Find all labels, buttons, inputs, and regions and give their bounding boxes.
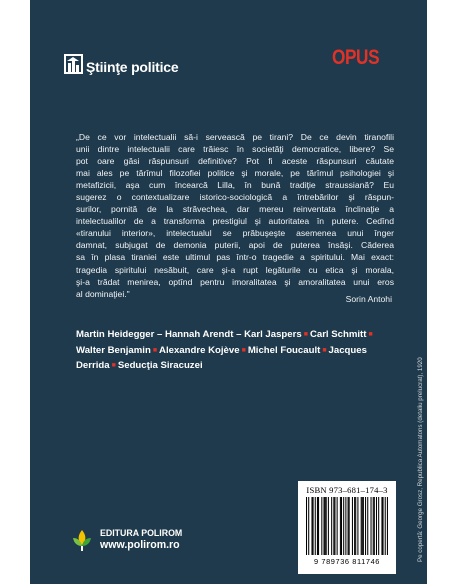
contents-item: Carl Schmitt — [309, 329, 367, 340]
barcode-bar — [348, 497, 349, 555]
barcode-bar — [367, 497, 368, 555]
series-emblem-icon — [64, 54, 83, 74]
blurb-line: damnat, subjugat de demonia puterii, apoi de puterea însăşi. Căderea — [76, 240, 394, 251]
barcode-bar — [387, 497, 388, 555]
barcode-bar — [328, 497, 329, 555]
contents-item: Seducţia Siracuzei — [117, 360, 203, 371]
barcode-bar — [313, 497, 314, 555]
barcode-bar — [308, 497, 309, 555]
barcode-bar — [325, 497, 326, 555]
blurb-line: metafizicii, aşa cum încearcă Lilla, în bună tradiţie straussiană? Eu — [76, 180, 394, 191]
contents-list — [76, 327, 398, 374]
imprint-label: OPUS — [332, 46, 380, 69]
barcode-bar — [378, 497, 379, 555]
blurb-line: unii dintre intelectualii care trăiesc în societăţi democratice, libere? Se — [76, 144, 394, 155]
separator-square-icon: ■ — [111, 362, 116, 369]
barcode-bar — [334, 497, 335, 555]
blurb-line: mai ales pe tărîmul filozofiei politice şi morale, pe tărîmul psihologiei şi — [76, 168, 394, 179]
separator-square-icon: ■ — [322, 346, 327, 354]
barcode-bar — [323, 497, 324, 555]
barcode-bar — [355, 497, 356, 555]
barcode-bar — [363, 497, 364, 555]
barcode-bar — [361, 497, 362, 555]
contents-item: Michel Foucault — [247, 344, 321, 356]
blurb-line: sa în plasa tiraniei este ultimul pas într-o tragedie a spiritului. Mai exact: — [76, 252, 394, 263]
blurb-line: şi-a trădat menirea, optînd pentru imoralitatea şi amoralitatea unui eros — [76, 276, 394, 287]
barcode-bar — [349, 497, 350, 555]
cover-credit: Pe copertă: George Grosz, Republica Automatons (detaliu prelucrat), 1920 — [417, 357, 424, 562]
barcode-bar — [340, 497, 341, 555]
isbn-label: ISBN 973–681–174–3 — [306, 485, 388, 495]
barcode-bar — [374, 497, 375, 555]
barcode-bar — [341, 497, 342, 555]
barcode-bar — [306, 497, 307, 555]
barcode-bar — [352, 497, 353, 555]
barcode-bar — [383, 497, 384, 555]
barcode-bar — [365, 497, 366, 555]
barcode-bar — [331, 497, 332, 555]
barcode-number: 9 789736 811746 — [314, 557, 380, 566]
barcode-bar — [354, 497, 355, 555]
blurb-line: «tiranului interior», intelectualul se prăbuşeşte asemenea unui înger — [76, 228, 394, 239]
barcode-bar — [376, 497, 377, 555]
contents-item: Alexandre Kojève — [159, 344, 240, 356]
publisher-name: EDITURA POLIROM — [100, 528, 183, 538]
barcode-bar — [357, 497, 358, 555]
barcode-bar — [326, 497, 327, 555]
barcode-bar — [362, 497, 363, 555]
barcode-bar — [317, 497, 318, 555]
barcode-bar — [318, 497, 319, 555]
barcode-bar — [371, 497, 372, 555]
contents-item: Jacques — [328, 344, 367, 356]
series-label: Ştiinţe politice — [86, 59, 179, 75]
publisher-website[interactable]: www.polirom.ro — [100, 539, 180, 551]
blurb-line: tragedia spiritului nesăbuit, care şi-a rupt legăturile cu etica şi morala, — [76, 264, 394, 275]
barcode-bar — [337, 497, 338, 555]
separator-square-icon: ■ — [152, 346, 158, 354]
contents-item: Martin Heidegger – Hannah Arendt – Karl Jaspers — [76, 329, 302, 340]
blurb-line: al dominaţiei." — [76, 288, 130, 299]
barcode-image — [306, 497, 388, 555]
blurb-line: intelectualilor de a transforma prestigiul şi autoritatea în putere. Cedînd — [76, 216, 394, 227]
barcode-bar — [373, 497, 374, 555]
barcode-bar — [385, 497, 386, 555]
contents-item: Derrida — [76, 360, 110, 371]
barcode-bar — [345, 497, 346, 555]
blurb-line: sugerez o contextualizare istorico-sociologică a întrebărilor şi răspun- — [76, 192, 394, 203]
separator-square-icon: ■ — [368, 331, 373, 338]
blurb-author: Sorin Antohi — [345, 294, 392, 304]
barcode-bar — [343, 497, 344, 555]
separator-square-icon: ■ — [241, 346, 246, 354]
back-cover — [30, 0, 427, 584]
publisher-block — [70, 528, 182, 552]
blurb-line: surilor, pornită de la străvechea, dar mereu reinventata înclinaţie a — [76, 204, 394, 215]
blurb-text — [76, 131, 394, 300]
series-header — [64, 54, 178, 74]
polirom-leaf-icon — [70, 528, 94, 552]
barcode-bar — [311, 497, 312, 555]
blurb-line: „De ce vor intelectualii să-i servească pe tirani? De ce devin tiranofili — [76, 132, 394, 142]
barcode-bar — [333, 497, 334, 555]
barcode-bar — [315, 497, 316, 555]
barcode-bar — [381, 497, 382, 555]
barcode-block — [298, 481, 396, 574]
separator-square-icon: ■ — [303, 331, 308, 338]
blurb-line: pot oare găsi răspunsuri definitive? Pot fi aceste răspunsuri căutate — [76, 156, 394, 167]
contents-item: Walter Benjamin — [76, 344, 151, 356]
barcode-bar — [321, 497, 322, 555]
